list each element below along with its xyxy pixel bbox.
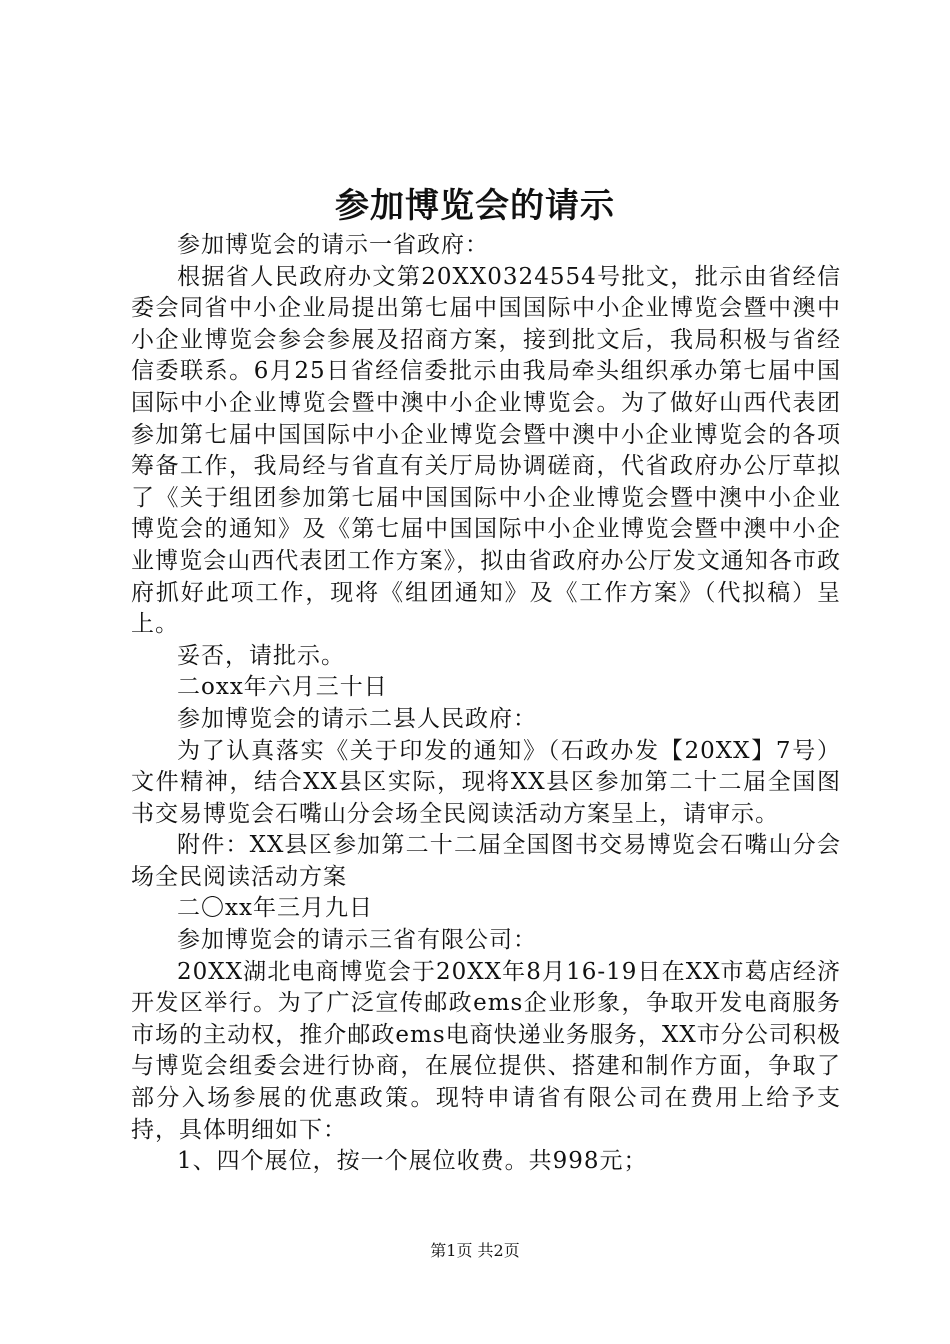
paragraph-request-1-date: 二oxx年六月三十日 — [177, 674, 388, 701]
document-title: 参加博览会的请示 — [335, 186, 615, 226]
paragraph-request-3-heading: 参加博览会的请示三省有限公司： — [177, 927, 537, 954]
paragraph-request-2-attachment: 附件：XX县区参加第二十二届全国图书交易博览会石嘴山分会场全民阅读活动方案 — [131, 832, 841, 890]
paragraph-request-3-body: 20XX湖北电商博览会于20XX年8月16-19日在XX市葛店经济开发区举行。为了广泛宣传邮政ems企业形象，争取开发电商服务市场的主动权，推介邮政ems电商快递业务服务，XX市分公司积极与博览会组委会进行协商，在展位提供、搭建和制作方面，争取了部分入场参展的优惠政策。现特申请省有限公司在费用上给予支持，具体明细如下： — [131, 958, 841, 1143]
paragraph-request-2-heading: 参加博览会的请示二县人民政府： — [177, 705, 537, 732]
page-number-footer: 第1页 共2页 — [430, 1241, 520, 1260]
document-body — [131, 230, 841, 1178]
paragraph-request-1-heading: 参加博览会的请示一省政府： — [177, 232, 489, 258]
paragraph-request-2-body: 为了认真落实《关于印发的通知》（石政办发【20XX】7号）文件精神，结合XX县区实际，现将XX县区参加第二十二届全国图书交易博览会石嘴山分会场全民阅读活动方案呈上，请审示。 — [131, 737, 841, 827]
paragraph-request-1-closing: 妥否，请批示。 — [177, 642, 345, 669]
paragraph-request-2-date: 二〇xx年三月九日 — [177, 895, 373, 922]
paragraph-request-3-item-1: 1、四个展位，按一个展位收费。共998元； — [177, 1148, 648, 1175]
paragraph-request-1-body: 根据省人民政府办文第20XX0324554号批文，批示由省经信委会同省中小企业局提出第七届中国国际中小企业博览会暨中澳中小企业博览会参会参展及招商方案，接到批文后，我局积极与省经信委联系。6月25日省经信委批示由我局牵头组织承办第七届中国国际中小企业博览会暨中澳中小企业博览会。为了做好山西代表团参加第七届中国国际中小企业博览会暨中澳中小企业博览会的各项筹备工作，我局经与省直有关厅局协调磋商，代省政府办公厅草拟了《关于组团参加第七届中国国际中小企业博览会暨中澳中小企业博览会的通知》及《第七届中国国际中小企业博览会暨中澳中小企业博览会山西代表团工作方案》，拟由省政府办公厅发文通知各市政府抓好此项工作，现将《组团通知》及《工作方案》（代拟稿）呈上。 — [131, 263, 841, 638]
